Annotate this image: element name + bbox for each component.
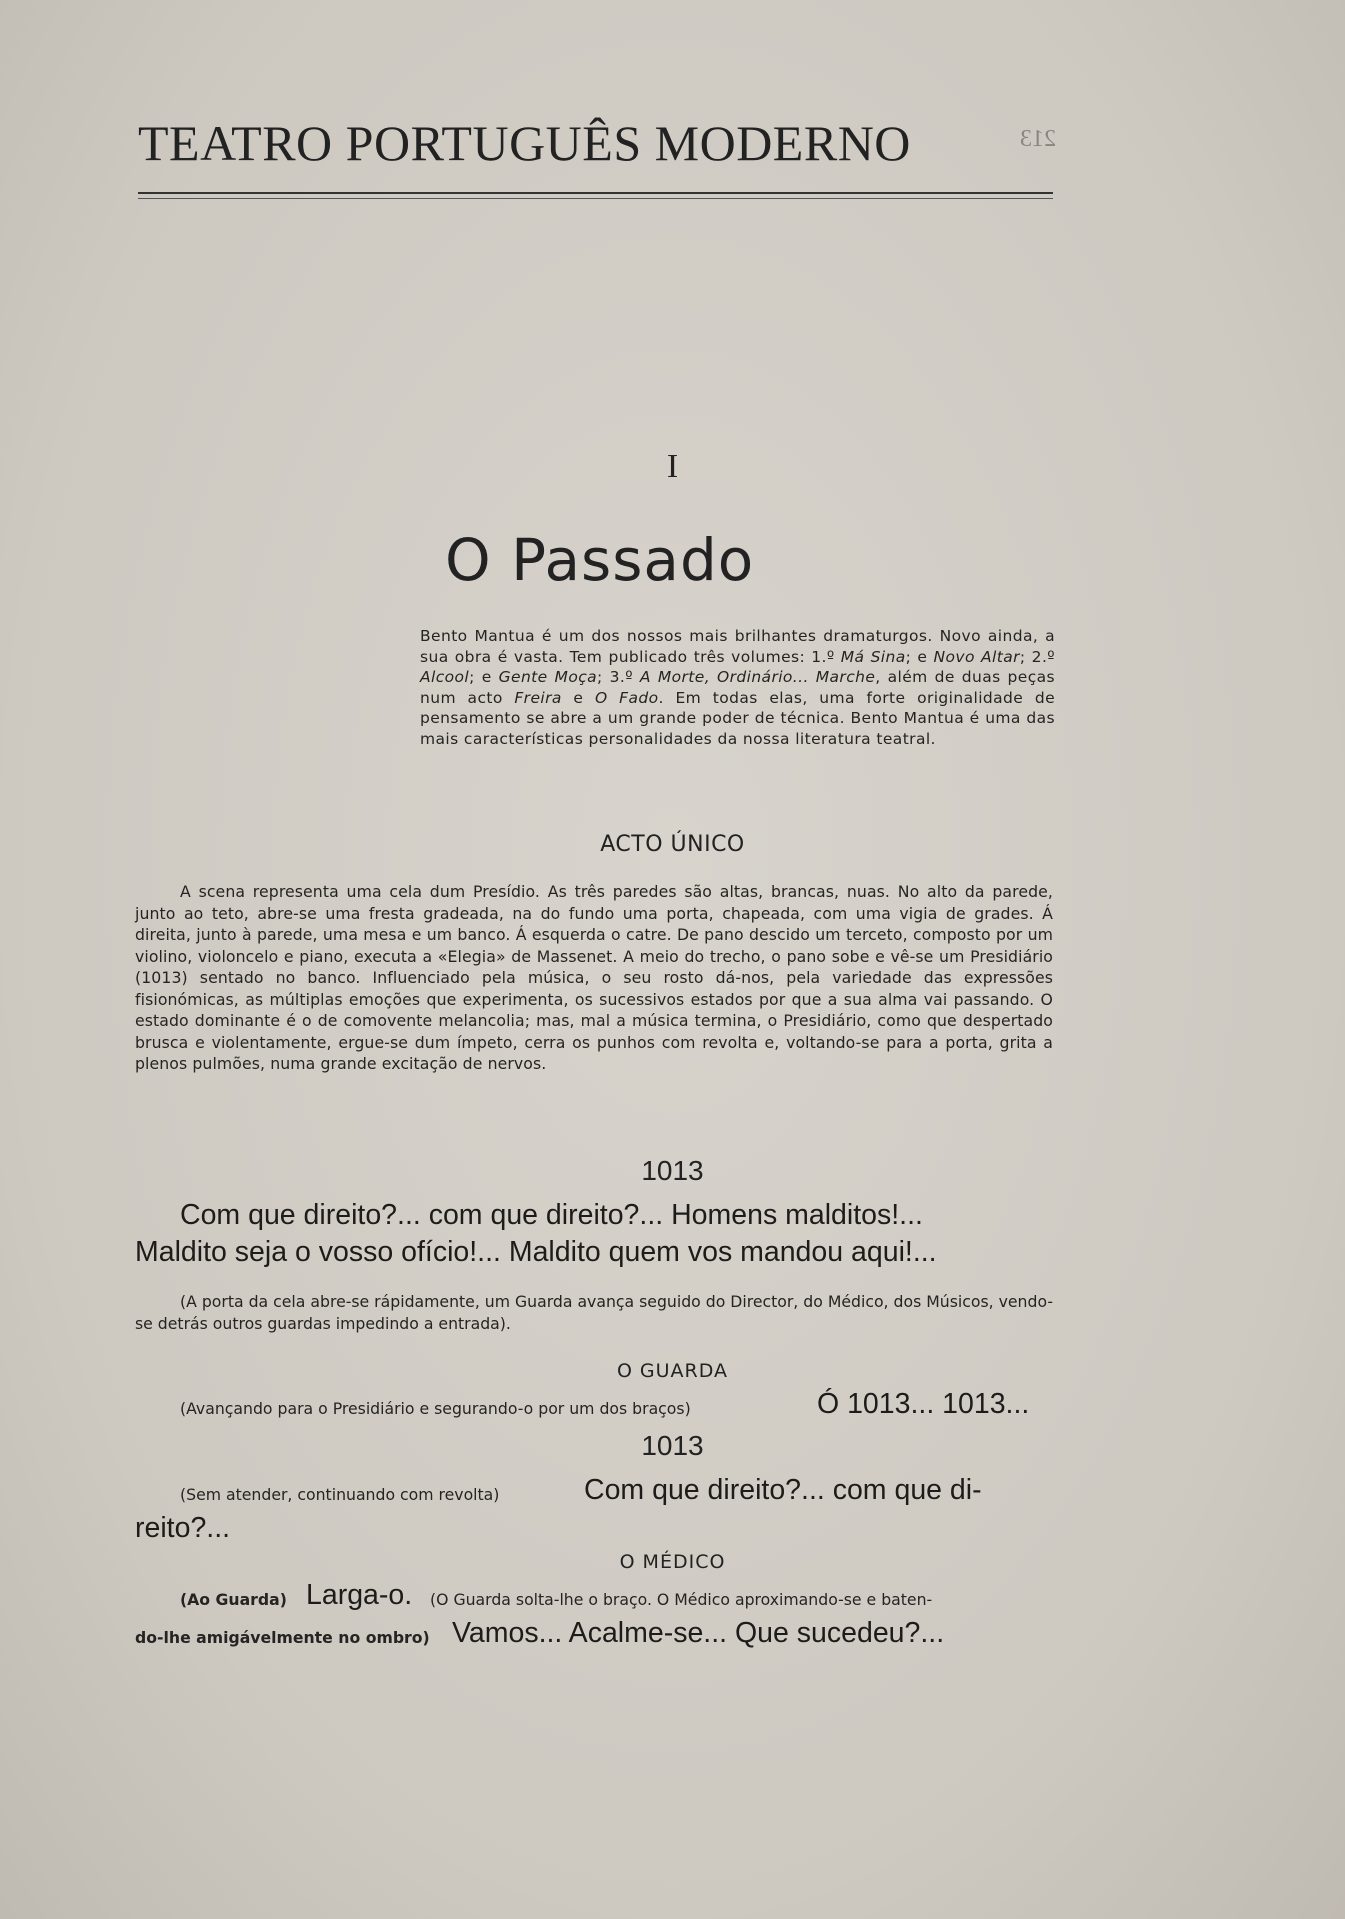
- author-intro: Bento Mantua é um dos nossos mais brilhantes dramaturgos. Novo ainda, a sua obra é vasta. Tem publicado três volumes: 1.º Má Sina; e Novo Altar; 2.º Alcool; e Gente Moça; 3.º A Morte, Ordinário... Marche, além de duas peças num acto Freira e O Fado. Em todas elas, uma forte originalidade de pensamento se abre a um grande poder de técnica. Bento Mantua é uma das mais características personalidades da nossa literatura teatral.: [420, 627, 1056, 748]
- speaker-1013: 1013: [641, 1430, 704, 1461]
- speech-line: Com que direito?... com que direito?... Homens malditos!...: [180, 1199, 923, 1231]
- speech-line: Maldito seja o vosso ofício!... Maldito quem vos mandou aqui!...: [135, 1236, 937, 1268]
- running-header: TEATRO PORTUGUÊS MODERNO: [138, 115, 911, 171]
- speaker-1013: 1013: [641, 1155, 704, 1186]
- act-title: ACTO ÚNICO: [600, 832, 745, 857]
- speech-line: Vamos... Acalme-se... Que sucedeu?...: [452, 1617, 945, 1649]
- stage-direction: A scena representa uma cela dum Presídio. As três paredes são altas, brancas, nuas. No alto da parede, junto ao teto, abre-se uma fresta gradeada, na do fundo uma porta, chapeada, com uma vigia de grades. Á direita, junto à parede, uma mesa e um banco. Á esquerda o catre. De pano descido um terceto, composto por um violino, violoncelo e piano, executa a «Elegia» de Massenet. A meio do trecho, o pano sobe e vê-se um Presidiário (1013) sentado no banco. Influenciado pela música, o seu rosto dá-nos, pela variedade das expressões fisionómicas, as múltiplas emoções que experimenta, os sucessivos estados por que a sua alma vai passando. O estado dominante é o de comovente melancolia; mas, mal a música termina, o Presidiário, como que despertado brusca e violentamente, ergue-se dum ímpeto, cerra os punhos com revolta e, voltando-se para a porta, grita a plenos pulmões, numa grande excitação de nervos.: [135, 882, 1053, 1073]
- stage-direction: (Sem atender, continuando com revolta): [180, 1485, 500, 1504]
- chapter-number: I: [666, 448, 679, 485]
- speech-line: Ó 1013... 1013...: [817, 1388, 1030, 1420]
- header-rule-thin: [138, 198, 1053, 199]
- stage-direction: (Avançando para o Presidiário e segurando-o por um dos braços): [180, 1399, 691, 1418]
- speaker-medico: O MÉDICO: [619, 1551, 726, 1573]
- chapter-title: O Passado: [445, 526, 755, 594]
- stage-direction: do-lhe amigávelmente no ombro): [135, 1628, 430, 1647]
- speaker-guarda: O GUARDA: [616, 1360, 729, 1382]
- speech-line: Larga-o.: [306, 1579, 413, 1611]
- speech-line: Com que direito?... com que di-: [584, 1474, 982, 1506]
- stage-direction: (Ao Guarda): [180, 1590, 287, 1609]
- speech-line: reito?...: [135, 1512, 231, 1544]
- page-number: 213: [1020, 126, 1056, 152]
- stage-direction: (O Guarda solta-lhe o braço. O Médico aproximando-se e baten-: [430, 1590, 933, 1609]
- stage-direction-entrance: (A porta da cela abre-se rápidamente, um Guarda avança seguido do Director, do Médico, dos Músicos, vendo-se detrás outros guardas impedindo a entrada).: [135, 1292, 1053, 1333]
- header-rule: [138, 192, 1053, 194]
